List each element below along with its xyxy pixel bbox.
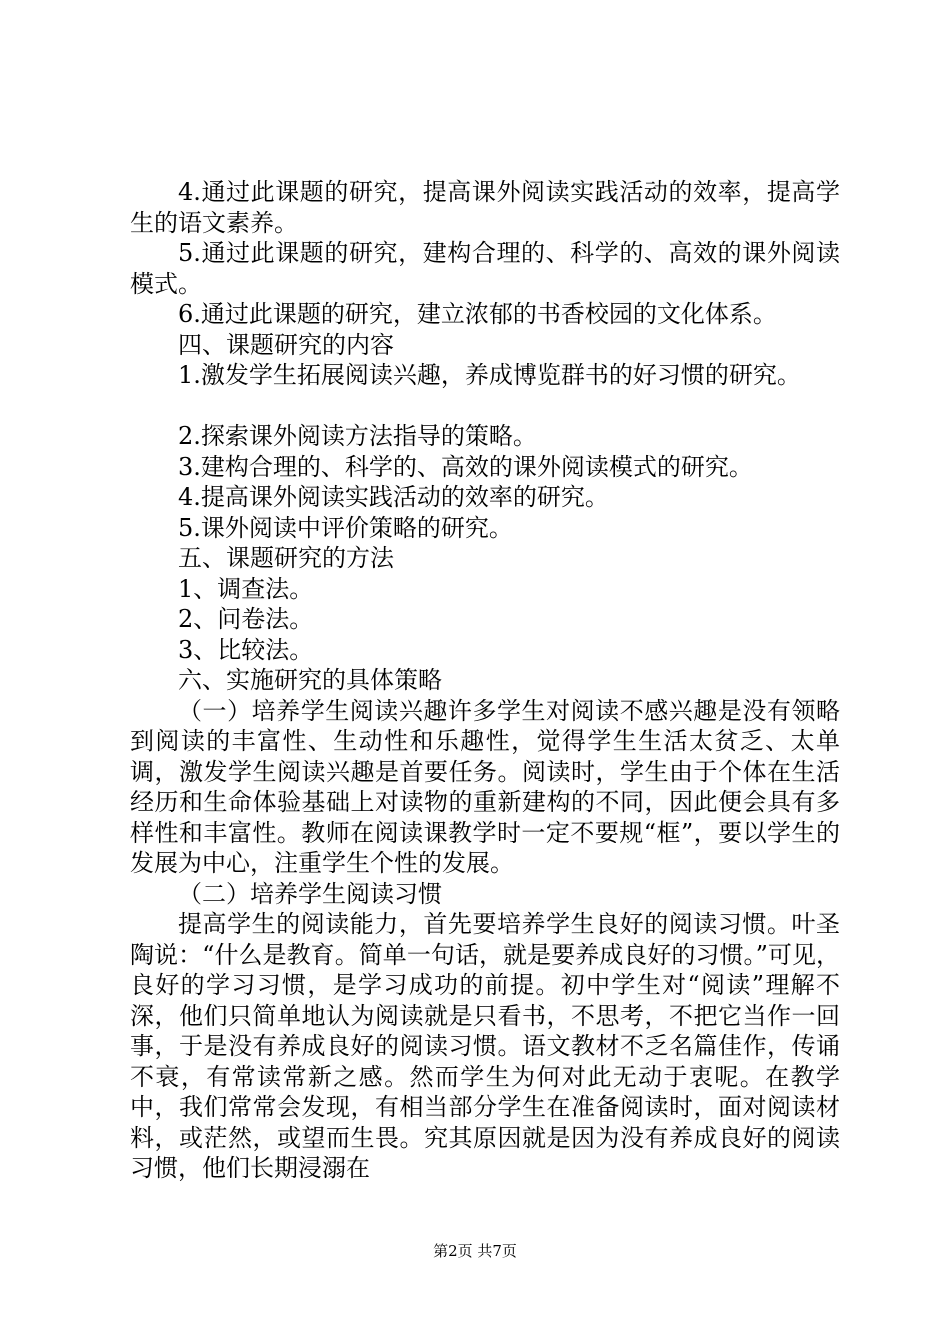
strategy-paragraph-habits: 提高学生的阅读能力，首先要培养学生良好的阅读习惯。叶圣陶说：“什么是教育。简单一句话，就是要养成良好的习惯。”可见，良好的学习习惯，是学习成功的前提。初中学生对“阅读”理解不深，他们只简单地认为阅读就是只看书，不思考，不把它当作一回事，于是没有养成良好的阅读习惯。语文教材不乏名篇佳作，传诵不衰，有常读常新之感。然而学生为何对此无动于衷呢。在教学中，我们常常会发现，有相当部分学生在准备阅读时，面对阅读材料，或茫然，或望而生畏。究其原因就是因为没有养成良好的阅读习惯，他们长期浸溺在 xyxy=(130,910,840,1182)
page-number-footer: 第2页 共7页 xyxy=(433,1242,517,1260)
goal-item-4: 4.通过此课题的研究，提高课外阅读实践活动的效率，提高学生的语文素养。 xyxy=(130,178,840,237)
document-body xyxy=(130,177,840,1184)
content-item-2: 2.探索课外阅读方法指导的策略。 xyxy=(178,422,537,450)
method-item-3: 3、比较法。 xyxy=(178,635,314,664)
content-item-5: 5.课外阅读中评价策略的研究。 xyxy=(178,513,513,542)
content-item-4: 4.提高课外阅读实践活动的效率的研究。 xyxy=(178,483,609,511)
method-item-2: 2、问卷法。 xyxy=(178,605,314,633)
section-heading-strategies: 六、实施研究的具体策略 xyxy=(178,666,442,694)
strategy-paragraph-interest: （一）培养学生阅读兴趣许多学生对阅读不感兴趣是没有领略到阅读的丰富性、生动性和乐趣性，觉得学生生活太贫乏、太单调，激发学生阅读兴趣是首要任务。阅读时，学生由于个体在生活经历和生命体验基础上对读物的重新建构的不同，因此便会具有多样性和丰富性。教师在阅读课教学时一定不要规“框”，要以学生的发展为中心，注重学生个性的发展。 xyxy=(130,696,840,877)
content-item-1: 1.激发学生拓展阅读兴趣，养成博览群书的好习惯的研究。 xyxy=(178,361,801,389)
section-heading-content: 四、课题研究的内容 xyxy=(178,330,394,359)
strategy-heading-habits: （二）培养学生阅读习惯 xyxy=(178,879,442,908)
method-item-1: 1、调查法。 xyxy=(178,574,314,603)
goal-item-6: 6.通过此课题的研究，建立浓郁的书香校园的文化体系。 xyxy=(178,300,777,328)
goal-item-5: 5.通过此课题的研究，建构合理的、科学的、高效的课外阅读模式。 xyxy=(130,239,840,298)
content-item-3: 3.建构合理的、科学的、高效的课外阅读模式的研究。 xyxy=(178,452,753,481)
section-heading-methods: 五、课题研究的方法 xyxy=(178,544,394,572)
